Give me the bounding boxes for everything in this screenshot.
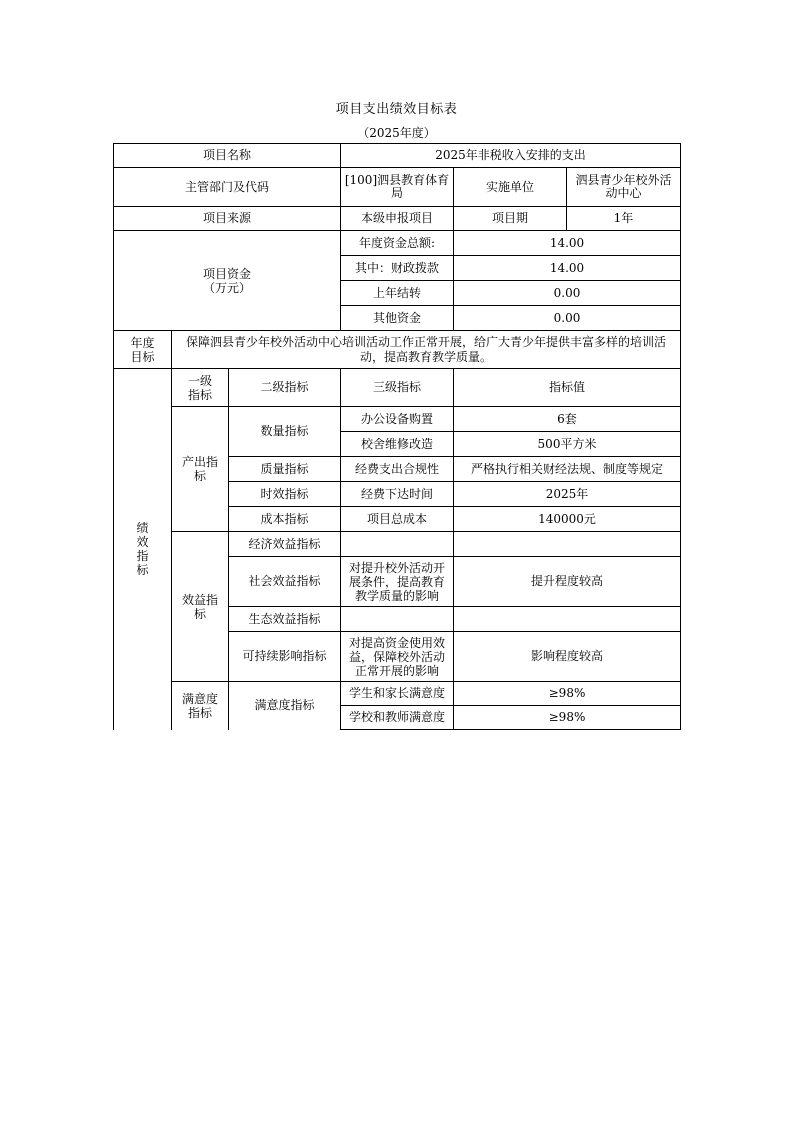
header-level2: 二级指标 xyxy=(229,369,341,407)
header-value: 指标值 xyxy=(454,369,681,407)
quantity-item-1: 办公设备购置 xyxy=(341,407,454,432)
sustainable-item-line3: 正常开展的影响 xyxy=(354,663,439,678)
funds-label-line1: 项目资金 xyxy=(202,266,251,281)
social-item-line2: 展条件，提高教育 xyxy=(348,574,445,589)
annual-goal-label-line1: 年度 xyxy=(130,335,155,350)
economic-benefit-indicator: 经济效益指标 xyxy=(229,532,341,557)
quality-item: 经费支出合规性 xyxy=(341,457,454,482)
funds-fiscal-value: 14.00 xyxy=(454,256,681,281)
funds-label-line2: （万元） xyxy=(202,280,251,295)
satisfaction-item-1: 学生和家长满意度 xyxy=(341,682,454,706)
project-name-value: 2025年非税收入安排的支出 xyxy=(341,144,681,168)
social-benefit-indicator: 社会效益指标 xyxy=(229,557,341,607)
social-benefit-value: 提升程度较高 xyxy=(454,557,681,607)
annual-goal-text: 保障泗县青少年校外活动中心培训活动工作正常开展，给广大青少年提供丰富多样的培训活动，提高教育教学质量。 xyxy=(172,331,681,369)
satisfaction-value-2: ≥98% xyxy=(454,706,681,730)
project-period-label: 项目期 xyxy=(454,207,567,231)
sustainable-impact-value: 影响程度较高 xyxy=(454,632,681,682)
funds-total-value: 14.00 xyxy=(454,231,681,256)
output-indicators-label xyxy=(172,407,229,532)
department-label: 主管部门及代码 xyxy=(114,168,341,207)
project-period-value: 1年 xyxy=(567,207,681,231)
project-source-label: 项目来源 xyxy=(114,207,341,231)
satisfaction-label-line1: 满意度 xyxy=(181,691,218,706)
social-item-line1: 对提升校外活动开 xyxy=(348,560,445,575)
benefit-label-line2: 标 xyxy=(193,606,206,621)
header-level3: 三级指标 xyxy=(341,369,454,407)
timeliness-item: 经费下达时间 xyxy=(341,482,454,507)
header-level1-line2: 指标 xyxy=(187,387,212,402)
annual-goal-label-line2: 目标 xyxy=(130,349,155,364)
indicators-char-1: 绩 xyxy=(136,521,149,536)
sustainable-item-line1: 对提高资金使用效 xyxy=(348,635,445,650)
quality-indicator: 质量指标 xyxy=(229,457,341,482)
satisfaction-item-2: 学校和教师满意度 xyxy=(341,706,454,730)
cost-value: 140000元 xyxy=(454,507,681,532)
output-label-line2: 标 xyxy=(193,469,206,483)
annual-goal-label xyxy=(114,331,172,369)
economic-benefit-value xyxy=(454,532,681,557)
indicators-char-2: 效 xyxy=(136,535,149,550)
document-title: 项目支出绩效目标表 xyxy=(335,102,458,117)
sustainable-item-line2: 益，保障校外活动 xyxy=(348,649,445,664)
satisfaction-label-line2: 指标 xyxy=(187,705,212,720)
header-level1 xyxy=(172,369,229,407)
funds-carryover-label: 上年结转 xyxy=(341,281,454,306)
satisfaction-level2-indicator: 满意度指标 xyxy=(229,682,341,730)
sustainable-impact-item xyxy=(341,632,454,682)
quantity-item-2: 校舍维修改造 xyxy=(341,432,454,457)
implementing-unit-value: 泗县青少年校外活动中心 xyxy=(567,168,681,207)
performance-table xyxy=(113,143,681,730)
indicators-char-4: 标 xyxy=(136,563,149,578)
timeliness-indicator: 时效指标 xyxy=(229,482,341,507)
quantity-value-1: 6套 xyxy=(454,407,681,432)
funds-total-label: 年度资金总额: xyxy=(341,231,454,256)
funds-fiscal-label: 其中：财政拨款 xyxy=(341,256,454,281)
quality-value: 严格执行相关财经法规、制度等规定 xyxy=(454,457,681,482)
economic-benefit-item xyxy=(341,532,454,557)
satisfaction-indicators-label xyxy=(172,682,229,730)
timeliness-value: 2025年 xyxy=(454,482,681,507)
header-level1-line1: 一级 xyxy=(187,373,212,388)
document-year: （2025年度） xyxy=(357,126,436,140)
quantity-indicator: 数量指标 xyxy=(229,407,341,457)
benefit-indicators-label xyxy=(172,532,229,682)
output-label-line1: 产出指 xyxy=(181,455,218,469)
ecological-benefit-item xyxy=(341,607,454,632)
social-benefit-item xyxy=(341,557,454,607)
funds-other-label: 其他资金 xyxy=(341,306,454,331)
benefit-label-line1: 效益指 xyxy=(181,592,218,607)
satisfaction-value-1: ≥98% xyxy=(454,682,681,706)
performance-indicators-label xyxy=(114,369,172,730)
department-value: [100]泗县教育体育局 xyxy=(341,168,454,207)
ecological-benefit-value xyxy=(454,607,681,632)
project-source-value: 本级申报项目 xyxy=(341,207,454,231)
project-funds-label xyxy=(114,231,341,331)
quantity-value-2: 500平方米 xyxy=(454,432,681,457)
ecological-benefit-indicator: 生态效益指标 xyxy=(229,607,341,632)
cost-indicator: 成本指标 xyxy=(229,507,341,532)
sustainable-impact-indicator: 可持续影响指标 xyxy=(229,632,341,682)
cost-item: 项目总成本 xyxy=(341,507,454,532)
social-item-line3: 教学质量的影响 xyxy=(354,588,439,603)
project-name-label: 项目名称 xyxy=(114,144,341,168)
funds-other-value: 0.00 xyxy=(454,306,681,331)
funds-carryover-value: 0.00 xyxy=(454,281,681,306)
indicators-char-3: 指 xyxy=(136,549,149,564)
implementing-unit-label: 实施单位 xyxy=(454,168,567,207)
